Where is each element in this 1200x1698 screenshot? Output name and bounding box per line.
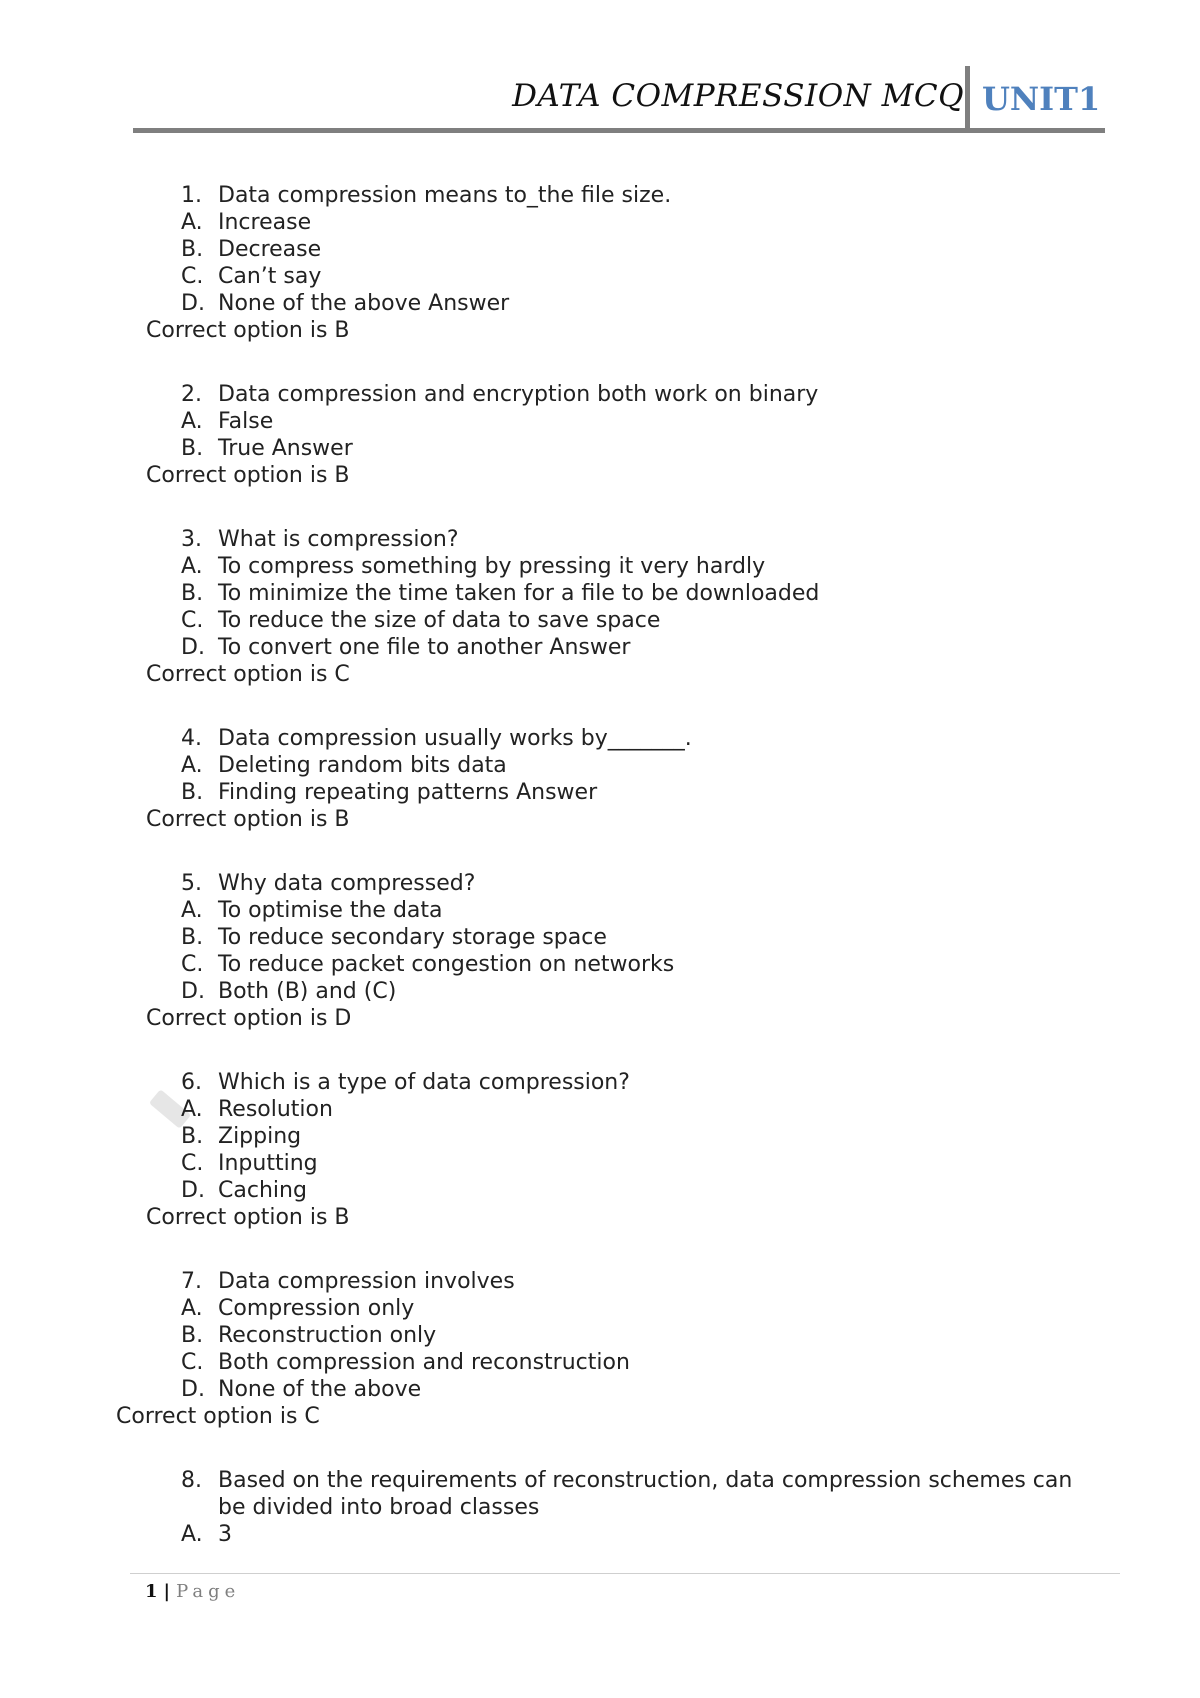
question-stem: [0, 1467, 1200, 1521]
option-letter: B.: [181, 1323, 204, 1348]
correct-answer: Correct option is B: [146, 807, 350, 832]
footer-separator: |: [163, 1581, 171, 1602]
option-text: Both (B) and (C): [218, 979, 397, 1004]
option-letter: B.: [181, 436, 204, 461]
footer-rule: [130, 1573, 1120, 1574]
question-number: 7.: [181, 1269, 202, 1294]
option-text: Zipping: [218, 1124, 302, 1149]
option-letter: B.: [181, 1124, 204, 1149]
question-number: 5.: [181, 871, 202, 896]
question-text: Data compression means to_the file size.: [218, 183, 672, 208]
option: [0, 1295, 1200, 1322]
option-letter: C.: [181, 608, 204, 633]
option: [0, 236, 1200, 263]
question-2: [0, 381, 1200, 489]
option: [0, 978, 1200, 1005]
question-stem: [0, 526, 1200, 553]
option: [0, 897, 1200, 924]
option-text: Inputting: [218, 1151, 318, 1176]
header-rule: [133, 128, 1105, 133]
option-letter: A.: [181, 409, 203, 434]
option-text: To reduce the size of data to save space: [218, 608, 661, 633]
question-3: [0, 526, 1200, 688]
option-letter: C.: [181, 1151, 204, 1176]
question-text: Why data compressed?: [218, 871, 476, 896]
option-text: To optimise the data: [218, 898, 443, 923]
option: [0, 1349, 1200, 1376]
option-text: False: [218, 409, 274, 434]
unit-label: UNIT1: [982, 80, 1101, 118]
option: [0, 553, 1200, 580]
option-text: Can’t say: [218, 264, 322, 289]
option-text: Finding repeating patterns Answer: [218, 780, 598, 805]
question-stem: [0, 182, 1200, 209]
question-number: 2.: [181, 382, 202, 407]
option-letter: D.: [181, 635, 205, 660]
option: [0, 209, 1200, 236]
option: [0, 779, 1200, 806]
correct-answer: Correct option is B: [146, 318, 350, 343]
header-separator: [965, 66, 970, 130]
correct-answer: Correct option is D: [146, 1006, 352, 1031]
option-text: Deleting random bits data: [218, 753, 507, 778]
option-letter: A.: [181, 554, 203, 579]
question-1: [0, 182, 1200, 344]
question-text: Data compression and encryption both work on binary: [218, 382, 819, 407]
document-title: DATA COMPRESSION MCQ: [512, 78, 964, 114]
option: [0, 408, 1200, 435]
option: [0, 752, 1200, 779]
option-text: To reduce packet congestion on networks: [218, 952, 675, 977]
option: [0, 263, 1200, 290]
option-text: Both compression and reconstruction: [218, 1350, 630, 1375]
option-letter: C.: [181, 952, 204, 977]
question-8: [0, 1467, 1200, 1548]
option-letter: A.: [181, 1522, 203, 1547]
option-letter: C.: [181, 1350, 204, 1375]
page-number: 1: [145, 1581, 158, 1602]
question-stem: [0, 725, 1200, 752]
option: [0, 1322, 1200, 1349]
question-stem: [0, 1268, 1200, 1295]
option-text: To compress something by pressing it very hardly: [218, 554, 766, 579]
option-letter: A.: [181, 898, 203, 923]
option-letter: B.: [181, 237, 204, 262]
option: [0, 1376, 1200, 1403]
option-text: To convert one file to another Answer: [218, 635, 631, 660]
question-list: [0, 182, 1200, 1585]
option-letter: D.: [181, 1178, 205, 1203]
option-text: Increase: [218, 210, 312, 235]
page-footer: [145, 1581, 240, 1602]
question-stem: [0, 870, 1200, 897]
question-text: Based on the requirements of reconstruction, data compression schemes can be divided into broad classes: [218, 1468, 1073, 1520]
option-text: None of the above: [218, 1377, 422, 1402]
option: [0, 580, 1200, 607]
option: [0, 951, 1200, 978]
option-letter: A.: [181, 1296, 203, 1321]
option: [0, 290, 1200, 317]
option-text: To reduce secondary storage space: [218, 925, 607, 950]
question-4: [0, 725, 1200, 833]
question-text: Which is a type of data compression?: [218, 1070, 630, 1095]
option-letter: D.: [181, 291, 205, 316]
option-letter: D.: [181, 979, 205, 1004]
question-number: 8.: [181, 1468, 202, 1493]
correct-answer: Correct option is C: [116, 1404, 320, 1429]
option-text: 3: [218, 1522, 232, 1547]
question-text: Data compression usually works by_______.: [218, 726, 692, 751]
option: [0, 1521, 1200, 1548]
option: [0, 1096, 1200, 1123]
option-text: Decrease: [218, 237, 322, 262]
option-letter: A.: [181, 1097, 203, 1122]
correct-answer: Correct option is B: [146, 463, 350, 488]
option-letter: B.: [181, 925, 204, 950]
question-stem: [0, 381, 1200, 408]
question-number: 1.: [181, 183, 202, 208]
option-letter: D.: [181, 1377, 205, 1402]
option: [0, 634, 1200, 661]
question-stem: [0, 1069, 1200, 1096]
option: [0, 607, 1200, 634]
option: [0, 924, 1200, 951]
option-text: Resolution: [218, 1097, 333, 1122]
question-5: [0, 870, 1200, 1032]
question-number: 6.: [181, 1070, 202, 1095]
option-letter: A.: [181, 210, 203, 235]
question-text: What is compression?: [218, 527, 459, 552]
question-7: [0, 1268, 1200, 1430]
option-text: None of the above Answer: [218, 291, 510, 316]
correct-answer: Correct option is B: [146, 1205, 350, 1230]
option: [0, 435, 1200, 462]
option: [0, 1123, 1200, 1150]
option-text: Compression only: [218, 1296, 415, 1321]
correct-answer: Correct option is C: [146, 662, 350, 687]
option-letter: A.: [181, 753, 203, 778]
option: [0, 1177, 1200, 1204]
option: [0, 1150, 1200, 1177]
option-letter: B.: [181, 780, 204, 805]
option-letter: C.: [181, 264, 204, 289]
option-text: To minimize the time taken for a file to be downloaded: [218, 581, 820, 606]
question-number: 4.: [181, 726, 202, 751]
page-label: Page: [176, 1581, 241, 1602]
page-header: [0, 0, 1200, 140]
question-text: Data compression involves: [218, 1269, 515, 1294]
option-text: True Answer: [218, 436, 353, 461]
option-letter: B.: [181, 581, 204, 606]
question-6: [0, 1069, 1200, 1231]
option-text: Reconstruction only: [218, 1323, 437, 1348]
option-text: Caching: [218, 1178, 307, 1203]
question-number: 3.: [181, 527, 202, 552]
